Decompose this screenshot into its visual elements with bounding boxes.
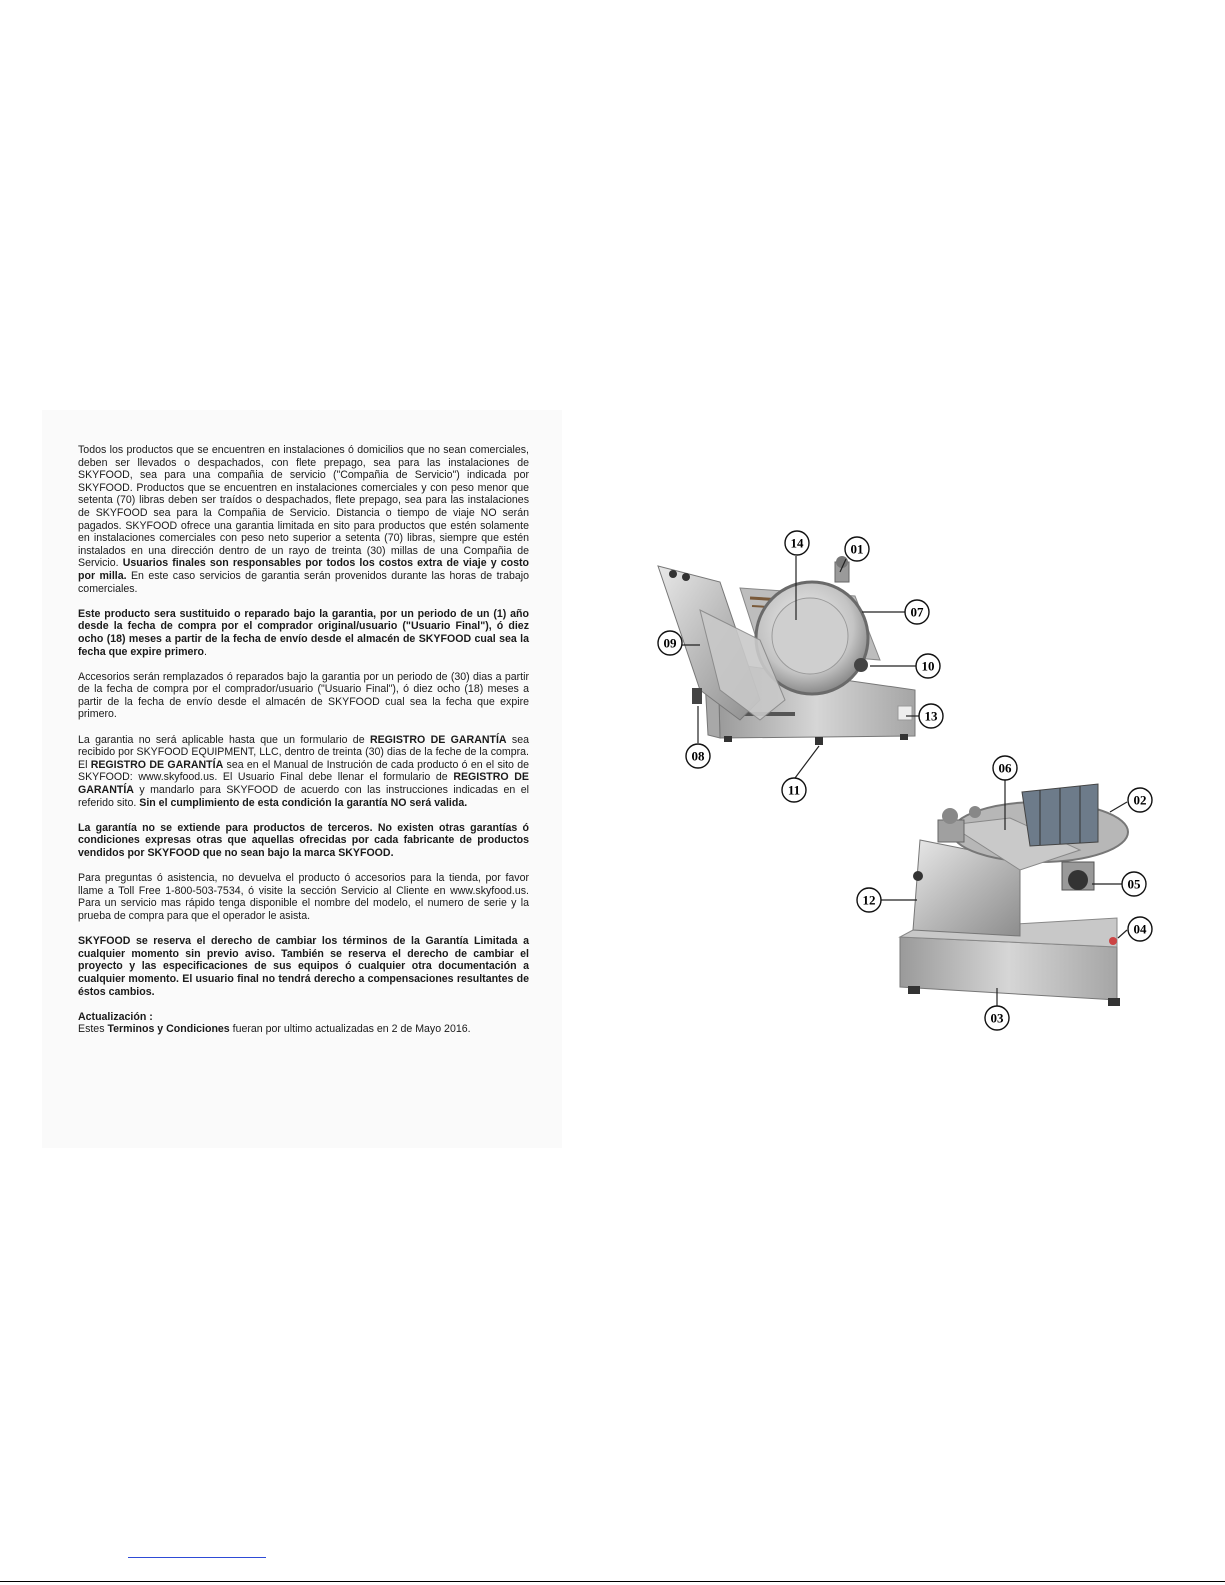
text-run: En este caso servicios de garantia serán provenidos durante las horas de trabajo comerciales.: [78, 569, 529, 595]
callout-label: 10: [921, 658, 935, 674]
callout-label: 04: [1133, 921, 1147, 937]
callout-label: 08: [691, 748, 705, 764]
callout-11: [782, 778, 806, 802]
callout-label: 13: [924, 708, 938, 724]
callout-06: [993, 756, 1017, 780]
callout-08: [686, 744, 710, 768]
text-run: Para preguntas ó asistencia, no devuelva el producto ó accesorios para la tienda, por favor llame a Toll Free 1-800-503-7534, ó visite la sección Servicio al Cliente en www.skyfood.us. Para un servicio mas rápido tenga disponible el nombre del modelo, el numero de serie y la prueba de compra para que el operador le asista.: [78, 872, 529, 922]
callout-label: 06: [998, 760, 1012, 776]
update-title: Actualización :: [78, 1010, 153, 1023]
text-run: Este producto sera sustituido o reparado bajo la garantia, por un periodo de un (1) año desde la fecha de compra por el comprador original/usuario ("Usuario Final"), ó diez ocho (18) meses a partir de la fecha de envío desde el almacén de SKYFOOD cual sea la fecha que expire primero: [78, 607, 529, 658]
callout-05: [1122, 872, 1146, 896]
text-run: REGISTRO DE GARANTÍA: [369, 733, 507, 746]
callout-label: 09: [663, 635, 677, 651]
text-run: Accesorios serán remplazados ó reparados bajo la garantia por un periodo de (30) dias a partir de la fecha de compra por el comprador/usuario ("Usuario Final"), ó diez ocho (18) meses a partir de la fecha de envío desde el almacén de SKYFOOD cual sea la fecha que expire primero.: [78, 670, 529, 721]
callout-label: 12: [862, 892, 876, 908]
slicer-rear-view: [900, 784, 1128, 1006]
callout-09: [658, 631, 682, 655]
text-run: fueran por ultimo actualizadas en 2 de Mayo 2016.: [229, 1023, 471, 1036]
text-run: sea en el Manual de Instrución de cada producto ó en el sito de SKYFOOD: www.skyfood.us. El Usuario Final debe llenar el formulario de: [78, 758, 529, 784]
text-run: Usuarios finales son responsables por todos los costos extra de viaje y costo por milla.: [78, 557, 529, 582]
callout-02: [1128, 788, 1152, 812]
text-run: SKYFOOD se reserva el derecho de cambiar los términos de la Garantía Limitada a cualquier momento sin previo aviso. También se reserva el derecho de cambiar el proyecto y las especificaciones de sus equipos ó cualquier otra documentación a cualquier momento. El usuario final no tendrá derecho a compensaciones resultantes de éstos cambios.: [78, 935, 529, 998]
text-run: sea recibido por SKYFOOD EQUIPMENT, LLC, dentro de treinta (30) dias de la feche de la compra. El: [78, 733, 529, 771]
callout-07: [905, 600, 929, 624]
slicer-front-view: [658, 556, 915, 745]
callout-01: [845, 537, 869, 561]
callout-03: [985, 1006, 1009, 1030]
text-run: Estes: [78, 1023, 108, 1036]
callout-label: 05: [1127, 876, 1141, 892]
callout-10: [916, 654, 940, 678]
text-run: Todos los productos que se encuentren en instalaciones ó domicilios que no sean comerciales, deben ser llevados o despachados, con flete prepago, sea para las instalaciones de SKYFOOD, sea para una compañia de servicio ("Compañia de Servicio") indicada por SKYFOOD. Productos que se encuentren en instalaciones comerciales y con peso menor que setenta (70) libras deben ser traídos o despachados, flete prepago, sea para las instalaciones de SKYFOOD sea para la Compañia de Servicio. Distancia o tiempo de viaje NO serán pagados. SKYFOOD ofrece una garantia limitada en sito para productos que estén solamente en instalaciones comerciales con peso neto superior a setenta (70) libras, siempre que estén instalados en una dirección dentro de un rayo de treinta (30) millas de una Compañia de Servicio.: [78, 444, 529, 570]
callout-12: [857, 888, 881, 912]
footer-rule: [0, 1581, 1225, 1582]
callout-13: [919, 704, 943, 728]
text-run: REGISTRO DE GARANTÍA: [90, 758, 224, 771]
callout-label: 11: [787, 782, 801, 798]
callout-label: 02: [1133, 792, 1147, 808]
callout-label: 14: [790, 535, 804, 551]
text-run: REGISTRO DE GARANTÍA: [78, 771, 529, 797]
callout-label: 07: [910, 604, 924, 620]
text-run: .: [204, 645, 207, 658]
text-run: La garantia no será aplicable hasta que un formulario de: [78, 733, 370, 746]
text-run: Sin el cumplimiento de esta condición la garantía NO será valida.: [139, 796, 468, 809]
text-run: y mandarlo para SKYFOOD de acuerdo con las instrucciones indicadas en el referido sito.: [78, 784, 529, 809]
callout-label: 01: [850, 541, 864, 557]
callout-14: [785, 531, 809, 555]
text-run: Terminos y Condiciones: [107, 1023, 230, 1036]
footer-link-underline: [128, 1557, 266, 1558]
callout-04: [1128, 917, 1152, 941]
callout-label: 03: [990, 1010, 1004, 1026]
text-run: La garantía no se extiende para productos de terceros. No existen otras garantías ó condiciones expresas otras que aquellas ofrecidas por cada fabricante de productos vendidos por SKYFOOD que no sean bajo la marca SKYFOOD.: [78, 821, 529, 859]
